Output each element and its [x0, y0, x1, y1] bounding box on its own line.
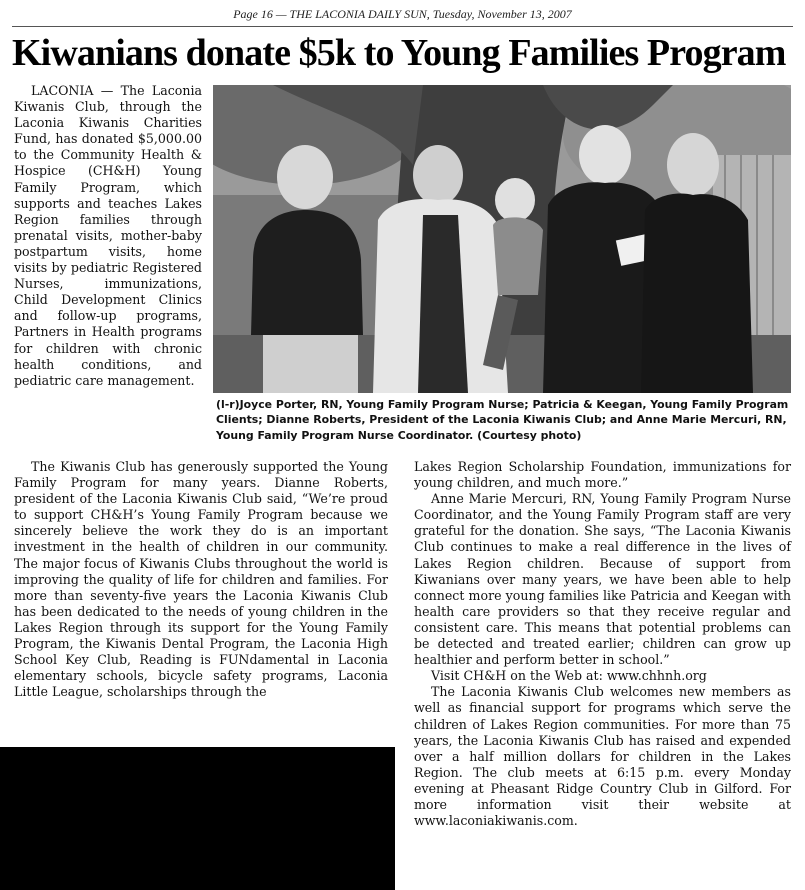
paragraph: LACONIA — The Laconia Kiwanis Club, through the Laconia Kiwanis Charities Fund, has donated $5,000.00 to the Community Health & Hospice (CH&H) Young Family Program, which supports and teaches Lakes Region families through prenatal visits, mother-baby postpartum visits, home visits by pediatric Registered Nurses, immunizations, Child Development Clinics and follow-up programs, Partners in Health programs for children with chronic health conditions, and pediatric care management. [14, 83, 202, 388]
article-column-left-bottom [14, 459, 388, 700]
page-folio: Page 16 — THE LACONIA DAILY SUN, Tuesday, November 13, 2007 [233, 7, 572, 21]
redacted-block [0, 747, 395, 890]
header-rule [12, 26, 793, 27]
article-column-left-top [14, 83, 202, 389]
article-headline: Kiwanians donate $5k to Young Families Program [12, 32, 786, 74]
article-column-right [414, 459, 791, 829]
photo-caption: (l-r)Joyce Porter, RN, Young Family Program Nurse; Patricia & Keegan, Young Family Program Clients; Dianne Roberts, President of the Laconia Kiwanis Club; and Anne Marie Mercuri, RN, Young Family Program Nurse Coordinator. (Courtesy photo) [216, 398, 789, 442]
paragraph: Visit CH&H on the Web at: www.chhnh.org [431, 668, 707, 684]
paragraph: The Laconia Kiwanis Club welcomes new members as well as financial support for programs which serve the children of Lakes Region communities. For more than 75 years, the Laconia Kiwanis Club has raised and expended over a half million dollars for children in the Lakes Region. The club meets at 6:15 p.m. every Monday evening at Pheasant Ridge Country Club in Gilford. For more information visit their website at www.laconiakiwanis.com. [414, 684, 791, 829]
article-photo [213, 85, 791, 393]
paragraph: The Kiwanis Club has generously supported the Young Family Program for many years. Dianne Roberts, president of the Laconia Kiwanis Club said, “We’re proud to support CH&H’s Young Family Program because we sincerely believe the work they do is an important investment in the health of children in our community. The major focus of Kiwanis Clubs throughout the world is improving the quality of life for children and families. For more than seventy-five years the Laconia Kiwanis Club has been dedicated to the needs of young children in the Lakes Region through its support for the Young Family Program, the Kiwanis Dental Program, the Laconia High School Key Club, Reading is FUNdamental in Laconia elementary schools, bicycle safety programs, Laconia Little League, scholarships through the [14, 459, 388, 700]
paragraph: Lakes Region Scholarship Foundation, immunizations for young children, and much more.” [414, 459, 791, 491]
paragraph: Anne Marie Mercuri, RN, Young Family Program Nurse Coordinator, and the Young Family Program staff are very grateful for the donation. She says, “The Laconia Kiwanis Club continues to make a real difference in the lives of Lakes Region children. Because of support from Kiwanians over many years, we have been able to help connect more young families like Patricia and Keegan with health care providers so that they receive regular and consistent care. This means that potential problems can be detected and treated earlier; children can grow up healthier and perform better in school.” [414, 491, 791, 668]
